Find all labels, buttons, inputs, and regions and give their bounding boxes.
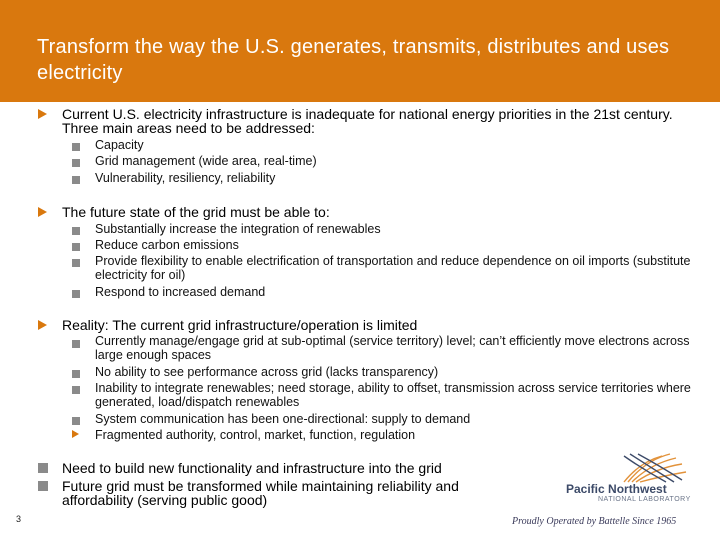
logo-name: Pacific Northwest — [566, 482, 667, 496]
list-item: Reduce carbon emissions — [95, 238, 239, 252]
square-bullet-icon — [72, 227, 80, 235]
list-item: Respond to increased demand — [95, 285, 266, 299]
triangle-bullet-icon — [72, 430, 79, 438]
square-bullet-icon — [72, 259, 80, 267]
logo-subtitle: NATIONAL LABORATORY — [598, 496, 691, 503]
square-bullet-icon — [38, 463, 48, 473]
square-bullet-icon — [72, 340, 80, 348]
triangle-bullet-icon — [38, 320, 47, 330]
list-item: System communication has been one-directional: supply to demand — [95, 412, 471, 426]
slide-title: Transform the way the U.S. generates, transmits, distributes and uses electricity — [37, 36, 670, 84]
list-item: Provide flexibility to enable electrification of transportation and reduce dependence on oil imports (substitute electricity for oil) — [95, 254, 691, 282]
square-bullet-icon — [72, 176, 80, 184]
list-item: Fragmented authority, control, market, function, regulation — [95, 428, 416, 442]
square-bullet-icon — [72, 243, 80, 251]
square-bullet-icon — [72, 143, 80, 151]
list-item: Inability to integrate renewables; need storage, ability to offset, transmission across service territories where generated, load/dispatch renewables — [95, 381, 691, 409]
square-bullet-icon — [72, 290, 80, 298]
page-number: 3 — [16, 514, 22, 524]
square-bullet-icon — [72, 386, 80, 394]
list-item: Vulnerability, resiliency, reliability — [95, 171, 276, 185]
square-bullet-icon — [72, 370, 80, 378]
square-bullet-icon — [72, 417, 80, 425]
list-item: Capacity — [95, 138, 144, 152]
triangle-bullet-icon — [38, 109, 47, 119]
list-item: No ability to see performance across grid (lacks transparency) — [95, 365, 439, 379]
section-heading: Current U.S. electricity infrastructure is inadequate for national energy priorities in the 21st century. Three main areas need to be addressed: — [62, 106, 673, 136]
conclusion-item: Future grid must be transformed while maintaining reliability and affordability (serving public good) — [62, 478, 459, 508]
section-heading: The future state of the grid must be able to: — [62, 204, 330, 220]
section-heading: Reality: The current grid infrastructure/operation is limited — [62, 317, 418, 333]
conclusion-item: Need to build new functionality and infrastructure into the grid — [62, 460, 442, 476]
square-bullet-icon — [72, 159, 80, 167]
square-bullet-icon — [38, 481, 48, 491]
triangle-bullet-icon — [38, 207, 47, 217]
list-item: Grid management (wide area, real-time) — [95, 154, 317, 168]
list-item: Currently manage/engage grid at sub-optimal (service territory) level; can’t efficiently move electrons across large enough spaces — [95, 334, 690, 362]
logo-tagline: Proudly Operated by Battelle Since 1965 — [512, 516, 677, 527]
list-item: Substantially increase the integration of renewables — [95, 222, 381, 236]
title-bar — [0, 0, 720, 102]
